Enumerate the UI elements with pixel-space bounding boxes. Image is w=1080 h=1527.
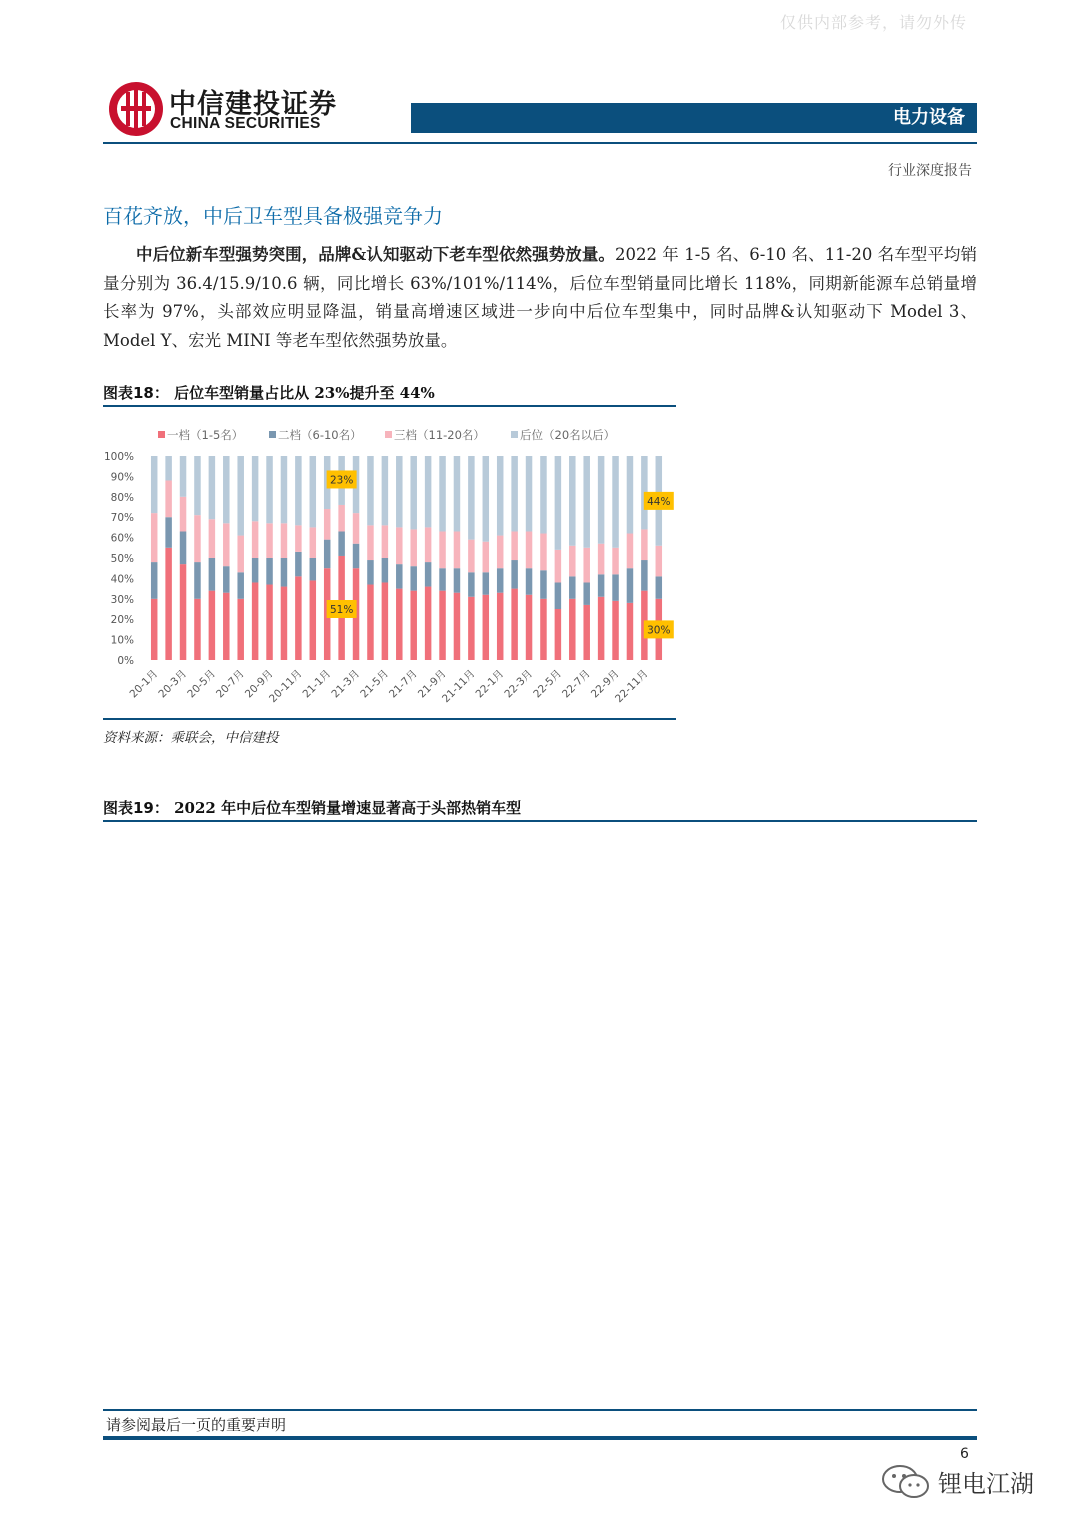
- bar-segment: [295, 525, 302, 552]
- bar-segment: [165, 517, 172, 548]
- bar-segment: [410, 566, 417, 590]
- bar-segment: [526, 568, 533, 595]
- bar-segment: [367, 585, 374, 660]
- legend-swatch: [511, 431, 518, 438]
- sector-banner: 电力设备: [411, 103, 977, 133]
- bar-segment: [497, 568, 504, 592]
- bar-segment: [237, 572, 244, 599]
- bar-segment: [627, 534, 634, 569]
- section-title: 百花齐放，中后卫车型具备极强竞争力: [103, 204, 443, 228]
- legend-swatch: [385, 431, 392, 438]
- wechat-account-name: 锂电江湖: [938, 1470, 1034, 1498]
- x-tick-label: 20-11月: [267, 667, 305, 706]
- bar-segment: [598, 544, 605, 575]
- bar-segment: [180, 531, 187, 564]
- bar-segment: [569, 456, 576, 546]
- bar-segment: [151, 599, 158, 660]
- x-tick-label: 22-7月: [560, 667, 593, 701]
- bar-segment: [555, 456, 562, 550]
- bar-segment: [410, 456, 417, 529]
- bar-segment: [367, 456, 374, 525]
- bar-segment: [237, 456, 244, 536]
- y-tick-label: 70%: [110, 512, 134, 525]
- chart-svg: [103, 412, 676, 717]
- bar-segment: [583, 548, 590, 583]
- x-tick-label: 22-3月: [502, 667, 536, 701]
- x-tick-label: 20-9月: [242, 667, 276, 701]
- y-axis: [104, 451, 134, 667]
- bar-segment: [396, 527, 403, 564]
- bar-segment: [396, 589, 403, 660]
- bar-segment: [540, 570, 547, 599]
- annotation-label: 30%: [647, 624, 671, 637]
- logo-chinese-name: 中信建投证券: [169, 89, 337, 120]
- bar-segment: [454, 531, 461, 568]
- bar-segment: [382, 456, 389, 525]
- bar-segment: [454, 568, 461, 592]
- figure-18-top-rule: [103, 405, 676, 407]
- bar-segment: [454, 456, 461, 531]
- bar-segment: [281, 558, 288, 587]
- bar-segment: [194, 562, 201, 599]
- y-tick-label: 60%: [110, 532, 134, 545]
- stacked-bar-chart: [103, 412, 676, 717]
- x-tick-label: 20-1月: [127, 667, 161, 701]
- bar-segment: [555, 550, 562, 583]
- bar-segment: [180, 497, 187, 532]
- bar-segment: [511, 560, 518, 589]
- bar-segment: [540, 456, 547, 534]
- bar-segment: [151, 513, 158, 562]
- bar-segment: [425, 562, 432, 586]
- bar-segment: [439, 456, 446, 531]
- bar-segment: [367, 525, 374, 560]
- bar-segment: [454, 593, 461, 660]
- watermark-text: 仅供内部参考，请勿外传: [780, 13, 968, 32]
- bar-segment: [497, 456, 504, 536]
- bar-segment: [555, 582, 562, 609]
- x-tick-label: 21-5月: [358, 667, 391, 701]
- y-tick-label: 30%: [110, 593, 134, 606]
- bar-segment: [598, 574, 605, 596]
- company-logo: [107, 80, 347, 140]
- annotation-label: 44%: [647, 495, 671, 508]
- bar-segment: [209, 519, 216, 558]
- bar-segment: [583, 582, 590, 604]
- x-tick-label: 20-5月: [185, 667, 218, 701]
- figure-18-title: [103, 382, 435, 403]
- bar-segment: [237, 599, 244, 660]
- x-tick-label: 21-1月: [300, 667, 334, 701]
- bar-segment: [310, 580, 317, 660]
- y-tick-label: 10%: [110, 634, 134, 647]
- bar-segment: [612, 601, 619, 660]
- bar-segment: [223, 456, 230, 523]
- bar-segment: [281, 456, 288, 523]
- bar-segment: [252, 456, 259, 521]
- x-tick-label: 21-3月: [329, 667, 363, 701]
- paragraph-lead: 中后位新车型强势突围，品牌&认知驱动下老车型依然强势放量。: [136, 245, 615, 264]
- bar-segment: [627, 603, 634, 660]
- bar-segment: [598, 597, 605, 660]
- y-tick-label: 0%: [117, 655, 134, 667]
- bar-segment: [511, 456, 518, 531]
- bar-segment: [382, 582, 389, 660]
- bar-segment: [252, 582, 259, 660]
- bar-segment: [483, 456, 490, 542]
- annotation-label: 51%: [329, 604, 354, 616]
- bar-segment: [497, 536, 504, 569]
- wechat-icon: [880, 1462, 934, 1502]
- bar-segment: [266, 585, 273, 660]
- x-tick-label: 22-9月: [588, 667, 622, 701]
- bar-segment: [252, 558, 259, 582]
- bar-segment: [165, 480, 172, 517]
- figure-19-title: [103, 797, 521, 818]
- logo-english-name: CHINA SECURITIES: [170, 115, 321, 132]
- bar-segment: [439, 591, 446, 660]
- bar-segment: [483, 542, 490, 573]
- chart-legend: [158, 428, 615, 442]
- bar-segment: [627, 568, 634, 603]
- bar-segment: [266, 558, 273, 585]
- bar-segment: [367, 560, 374, 584]
- bar-segment: [583, 456, 590, 548]
- bar-segment: [468, 597, 475, 660]
- bar-segment: [410, 591, 417, 660]
- bar-segment: [425, 587, 432, 660]
- bar-segment: [266, 456, 273, 523]
- figure-18-caption: 后位车型销量占比从 23%提升至 44%: [174, 384, 435, 402]
- legend-label: 三档（11-20名）: [394, 428, 485, 442]
- bar-segment: [295, 456, 302, 525]
- figure-18-source: 资料来源：乘联会，中信建投: [103, 730, 279, 746]
- bar-segment: [511, 531, 518, 560]
- bar-segment: [555, 609, 562, 660]
- bar-segment: [223, 523, 230, 566]
- bar-segment: [468, 456, 475, 540]
- bar-segment: [281, 587, 288, 660]
- x-tick-label: 22-11月: [613, 667, 651, 706]
- y-tick-label: 20%: [110, 614, 134, 627]
- figure-19-top-rule: [103, 820, 977, 822]
- y-tick-label: 90%: [110, 471, 134, 484]
- bar-segment: [497, 593, 504, 660]
- bar-segment: [209, 456, 216, 519]
- legend-label: 一档（1-5名）: [167, 428, 244, 442]
- x-tick-label: 22-1月: [473, 667, 507, 701]
- bar-segment: [324, 540, 331, 569]
- bar-segment: [410, 529, 417, 566]
- figure-18-label: 图表18：: [103, 384, 169, 402]
- bar-segment: [266, 523, 273, 558]
- bar-segment: [396, 456, 403, 527]
- x-tick-label: 20-7月: [214, 667, 247, 701]
- paragraph-body: 2022 年 1-5 名、6-10 名、11-20 名车型平均销量分别为 36.4/15.9/10.6 辆，同比增长 63%/101%/114%，后位车型销量同比增长 118%，同期新能源车总销量增长率为 97%，头部效应明显降温，销量高增速区域进一步向中后位车型集中，同时品牌&认知驱动下 Model 3、Model Y、宏光 MINI 等老车型依然强势放量。: [103, 245, 978, 350]
- bar-segment: [180, 456, 187, 497]
- figure-18-bottom-rule: [103, 718, 676, 720]
- bar-segment: [612, 548, 619, 575]
- bar-segment: [468, 540, 475, 573]
- bar-segment: [656, 546, 663, 577]
- bar-segment: [439, 568, 446, 590]
- bar-segment: [583, 605, 590, 660]
- bar-segment: [151, 456, 158, 513]
- footer-thick-divider: [103, 1436, 977, 1440]
- bar-segment: [569, 576, 576, 598]
- bar-segment: [281, 523, 288, 558]
- legend-swatch: [158, 431, 165, 438]
- page-number: 6: [960, 1446, 969, 1462]
- bar-segment: [237, 536, 244, 573]
- x-axis: [128, 668, 651, 705]
- bar-segment: [483, 572, 490, 594]
- bar-segment: [641, 529, 648, 560]
- bar-segment: [425, 456, 432, 527]
- bar-segment: [252, 521, 259, 558]
- bar-segment: [223, 566, 230, 593]
- y-tick-label: 100%: [103, 451, 134, 463]
- header-divider: [103, 142, 977, 144]
- chart-bars: [151, 456, 662, 660]
- bar-segment: [151, 562, 158, 599]
- annotation-label: 23%: [329, 474, 354, 487]
- bar-segment: [295, 552, 302, 576]
- bar-segment: [194, 599, 201, 660]
- bar-segment: [483, 595, 490, 660]
- report-type-label: 行业深度报告: [888, 163, 972, 179]
- x-tick-label: 20-3月: [156, 667, 190, 701]
- bar-segment: [165, 456, 172, 480]
- bar-segment: [382, 558, 389, 582]
- bar-segment: [656, 576, 663, 598]
- bar-segment: [569, 599, 576, 660]
- bar-segment: [310, 456, 317, 527]
- footer-divider: [103, 1409, 977, 1411]
- bar-segment: [569, 546, 576, 577]
- bar-segment: [295, 576, 302, 660]
- x-tick-label: 21-11月: [440, 667, 478, 706]
- bar-segment: [353, 513, 360, 544]
- bar-segment: [526, 531, 533, 568]
- bar-segment: [627, 456, 634, 534]
- figure-19-caption: 2022 年中后位车型销量增速显著高于头部热销车型: [174, 799, 522, 817]
- bar-segment: [310, 558, 317, 580]
- citic-emblem-icon: [107, 80, 165, 138]
- bar-segment: [165, 548, 172, 660]
- legend-label: 二档（6-10名）: [278, 428, 362, 442]
- bar-segment: [540, 534, 547, 571]
- figure-19-label: 图表19：: [103, 799, 169, 817]
- bar-segment: [353, 544, 360, 568]
- bar-segment: [425, 527, 432, 562]
- bar-segment: [612, 574, 619, 601]
- bar-segment: [439, 531, 446, 568]
- y-tick-label: 80%: [110, 491, 134, 504]
- bar-segment: [598, 456, 605, 544]
- x-tick-label: 21-7月: [387, 667, 420, 701]
- bar-segment: [612, 456, 619, 548]
- bar-segment: [194, 515, 201, 562]
- bar-segment: [641, 560, 648, 591]
- bar-segment: [468, 572, 475, 596]
- x-tick-label: 22-5月: [531, 667, 564, 701]
- bar-segment: [194, 456, 201, 515]
- bar-segment: [526, 595, 533, 660]
- bar-segment: [526, 456, 533, 531]
- legend-swatch: [269, 431, 276, 438]
- bar-segment: [338, 531, 345, 555]
- bar-segment: [382, 525, 389, 558]
- bar-segment: [310, 527, 317, 558]
- bar-segment: [223, 593, 230, 660]
- bar-segment: [209, 591, 216, 660]
- bar-segment: [209, 558, 216, 591]
- wechat-watermark: [880, 1462, 1060, 1502]
- body-paragraph: [103, 241, 977, 355]
- legend-label: 后位（20名以后）: [520, 428, 616, 442]
- bar-segment: [338, 505, 345, 532]
- x-tick-label: 21-9月: [415, 667, 449, 701]
- bar-segment: [324, 509, 331, 540]
- y-tick-label: 40%: [110, 573, 134, 586]
- bar-segment: [180, 564, 187, 660]
- footer-disclaimer: 请参阅最后一页的重要声明: [106, 1416, 287, 1434]
- y-tick-label: 50%: [110, 553, 134, 565]
- bar-segment: [540, 599, 547, 660]
- bar-segment: [396, 564, 403, 588]
- bar-segment: [511, 589, 518, 660]
